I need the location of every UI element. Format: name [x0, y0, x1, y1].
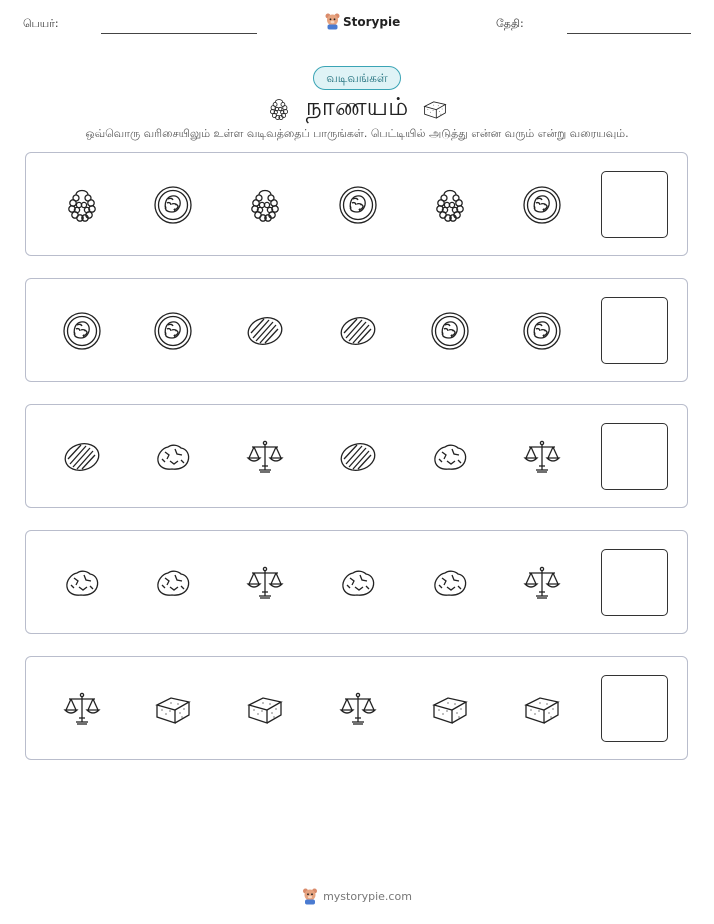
- balance-scale-icon: [338, 689, 378, 729]
- name-line[interactable]: [101, 33, 257, 34]
- name-label: பெயர்:: [23, 17, 59, 30]
- title-row: [0, 92, 714, 125]
- date-line[interactable]: [567, 33, 691, 34]
- pattern-row-2: [25, 278, 688, 382]
- pattern-row-5: [25, 656, 688, 760]
- lion-coin-icon: [153, 185, 193, 225]
- footer: [0, 888, 714, 905]
- brick-icon: [245, 689, 285, 729]
- lion-coin-icon: [430, 311, 470, 351]
- brick-icon: [430, 689, 470, 729]
- lion-coin-icon: [153, 311, 193, 351]
- balance-scale-icon: [62, 689, 102, 729]
- rock-icon: [338, 563, 378, 603]
- logo-text: Storypie: [343, 14, 401, 29]
- pattern-row-4: [25, 530, 688, 634]
- striped-oval-icon: [62, 437, 102, 477]
- footer-url: mystorypie.com: [323, 890, 412, 903]
- pearl-necklace-icon: [430, 185, 470, 225]
- pearl-necklace-icon: [266, 96, 292, 122]
- pattern-row-1: [25, 152, 688, 256]
- lion-coin-icon: [338, 185, 378, 225]
- brick-icon: [522, 689, 562, 729]
- balance-scale-icon: [245, 437, 285, 477]
- answer-box[interactable]: [601, 297, 668, 364]
- date-label: தேதி:: [496, 17, 524, 30]
- lion-coin-icon: [62, 311, 102, 351]
- rock-icon: [430, 437, 470, 477]
- pearl-necklace-icon: [245, 185, 285, 225]
- bear-mascot-icon: [302, 888, 318, 905]
- lion-coin-icon: [522, 185, 562, 225]
- answer-box[interactable]: [601, 675, 668, 742]
- instructions: ஒவ்வொரு வரிசையிலும் உள்ள வடிவத்தைப் பாருங்கள். பெட்டியில் அடுத்து என்ன வரும் என்று வரையவும்.: [85, 127, 629, 140]
- storypie-logo: [325, 13, 400, 30]
- brick-icon: [153, 689, 193, 729]
- pattern-row-3: [25, 404, 688, 508]
- answer-box[interactable]: [601, 171, 668, 238]
- balance-scale-icon: [522, 563, 562, 603]
- rock-icon: [62, 563, 102, 603]
- brick-icon: [422, 96, 448, 122]
- page-title: நாணயம்: [305, 92, 409, 121]
- answer-box[interactable]: [601, 549, 668, 616]
- rock-icon: [430, 563, 470, 603]
- balance-scale-icon: [245, 563, 285, 603]
- bear-mascot-icon: [325, 13, 340, 30]
- striped-oval-icon: [338, 437, 378, 477]
- category-badge: வடிவங்கள்: [313, 66, 401, 90]
- answer-box[interactable]: [601, 423, 668, 490]
- pearl-necklace-icon: [62, 185, 102, 225]
- balance-scale-icon: [522, 437, 562, 477]
- rock-icon: [153, 563, 193, 603]
- lion-coin-icon: [522, 311, 562, 351]
- striped-oval-icon: [338, 311, 378, 351]
- rock-icon: [153, 437, 193, 477]
- striped-oval-icon: [245, 311, 285, 351]
